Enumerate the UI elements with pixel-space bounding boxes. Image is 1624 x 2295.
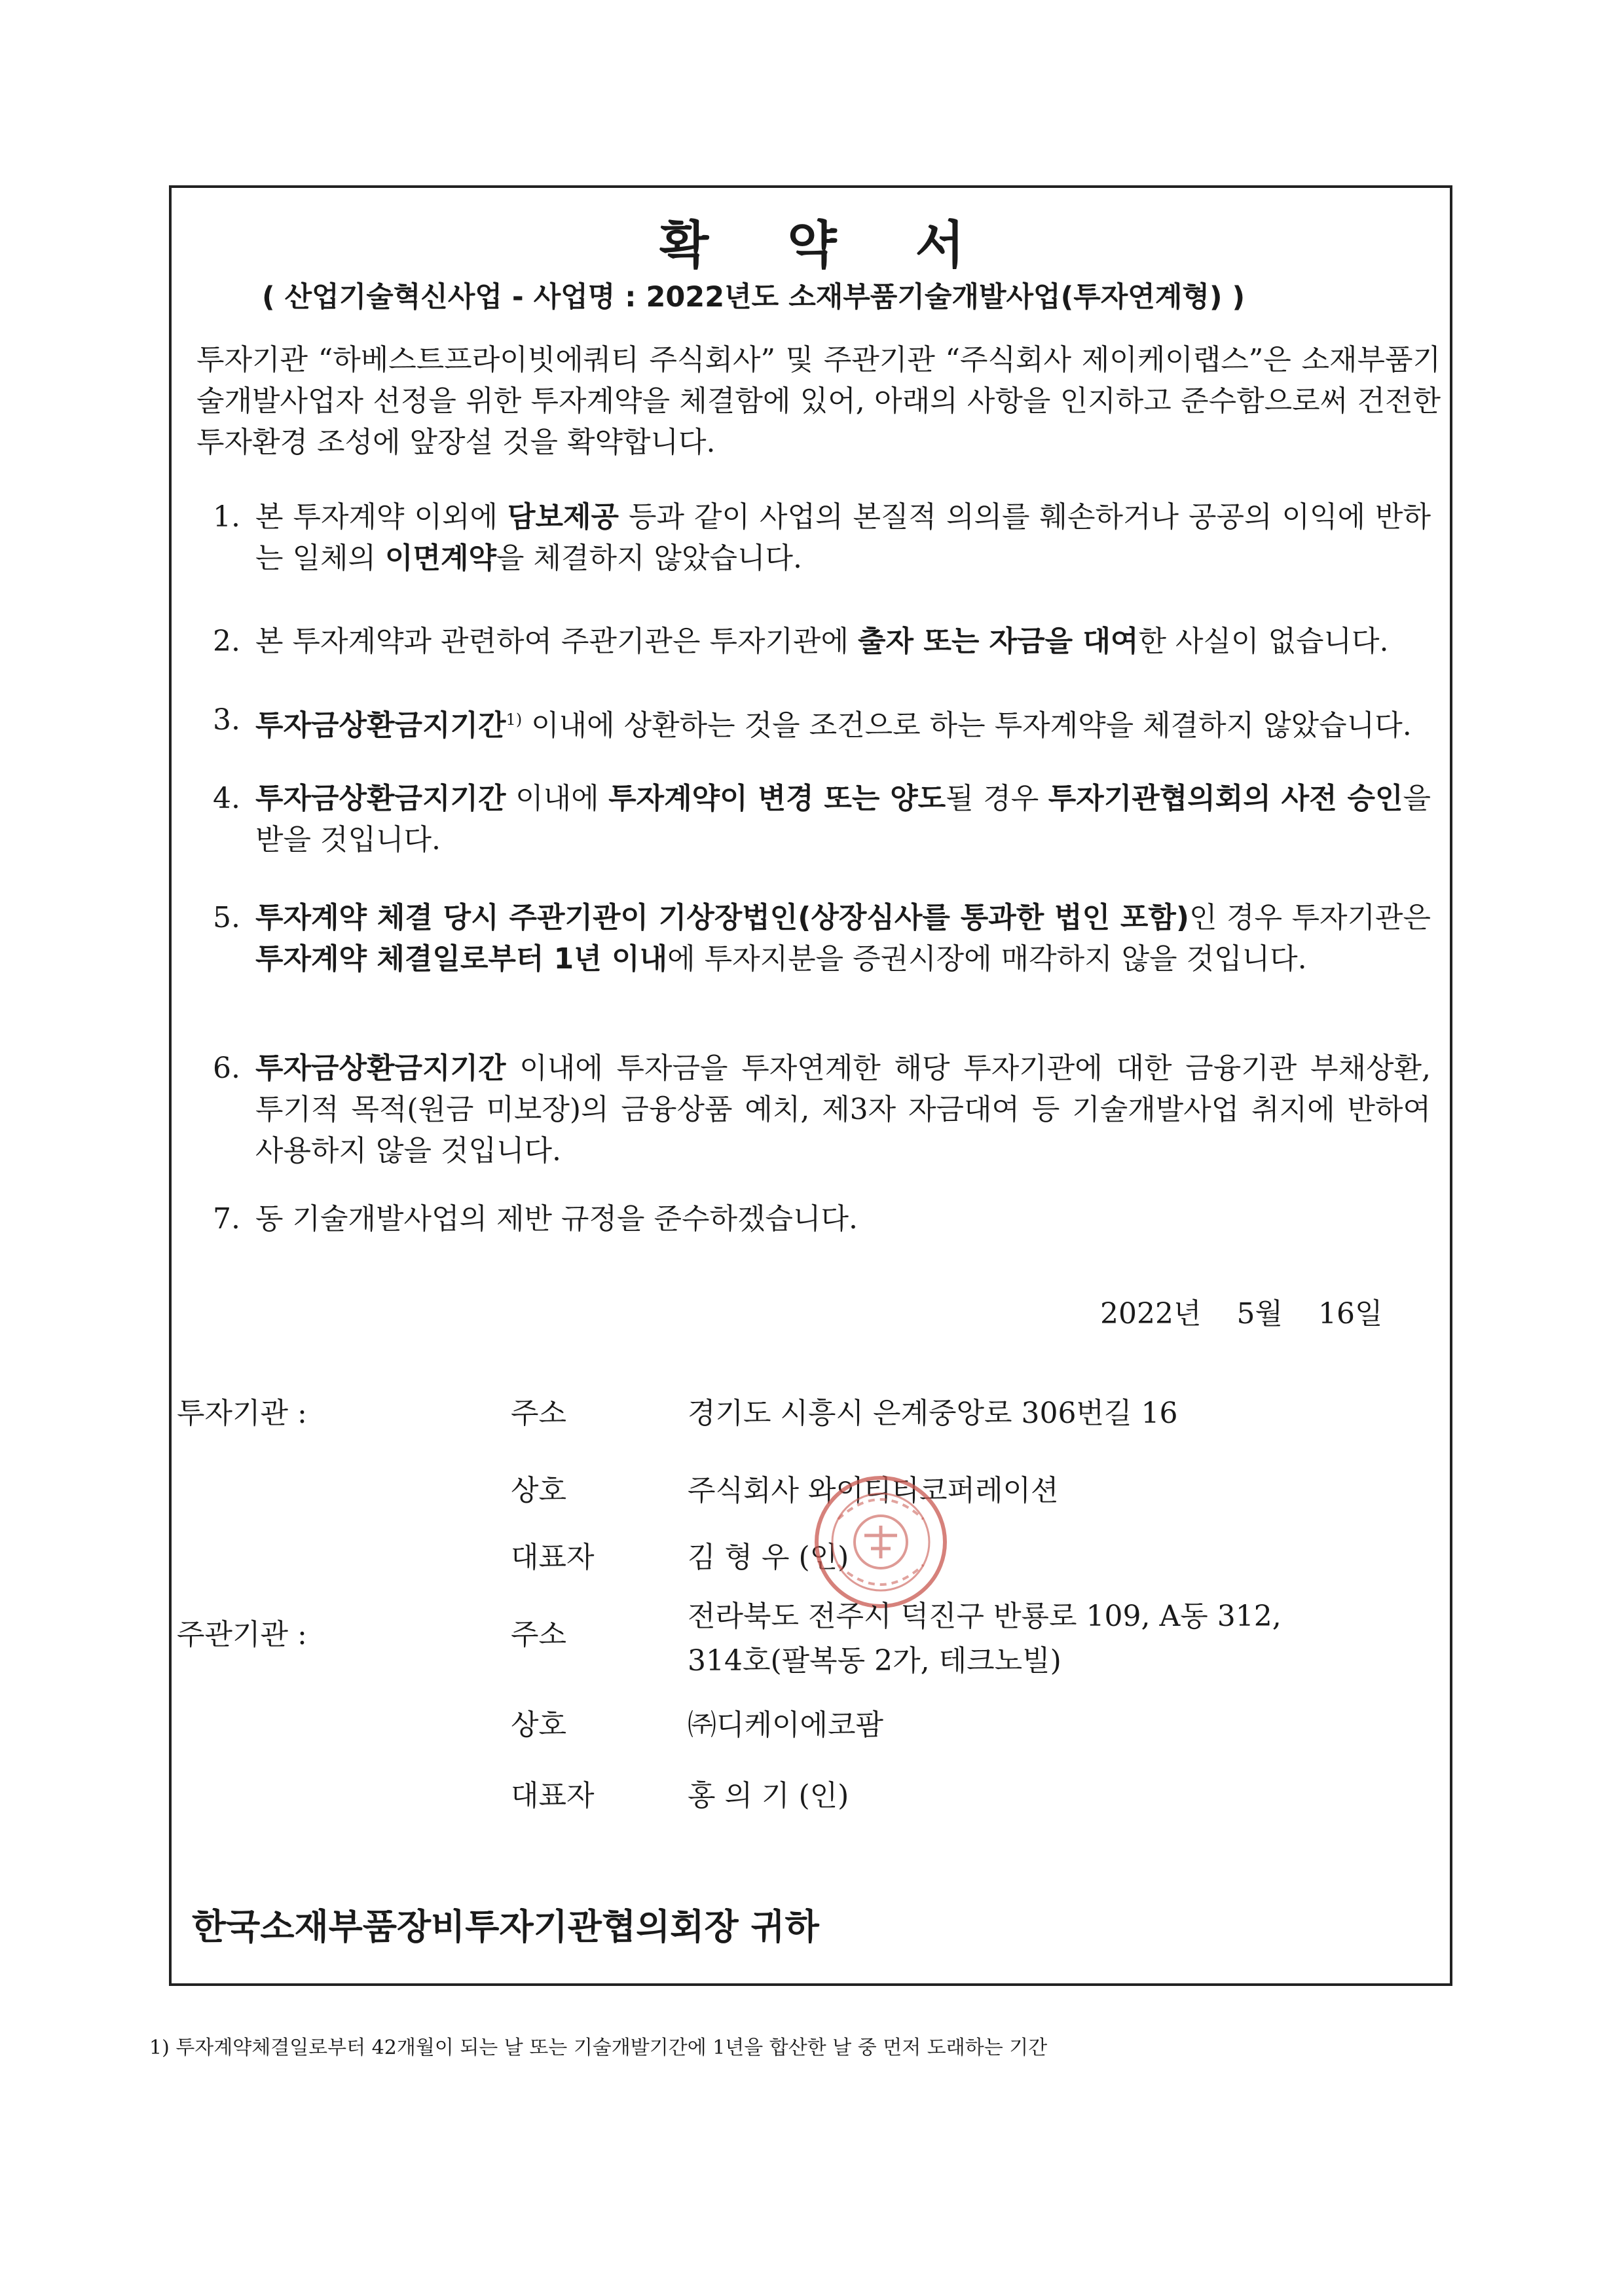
pledge-item-4 [213, 778, 1431, 860]
investor-rep: 김 형 우 (인) [688, 1541, 849, 1574]
investor-company: 주식회사 와이티티코퍼레이션 [688, 1474, 1059, 1507]
item-number: 3. [213, 703, 240, 737]
host-label: 주관기관 : [177, 1618, 307, 1651]
item-text: 동 기술개발사업의 제반 규정을 준수하겠습니다. [255, 1202, 858, 1236]
investor-address: 경기도 시흥시 은계중앙로 306번길 16 [688, 1397, 1178, 1430]
title-char: 약 [787, 216, 837, 275]
recipient-line: 한국소재부품장비투자기관협의회장 귀하 [192, 1906, 819, 1947]
item-text: 투자금상환금지기간$^{1)}$ 이내에 상환하는 것을 조건으로 하는 투자계약을 체결하지 않았습니다. [255, 708, 1412, 743]
document-subtitle: ( 산업기술혁신사업 - 사업명 : 2022년도 소재부품기술개발사업(투자연계형) ) [262, 281, 1246, 314]
item-number: 5. [213, 901, 240, 934]
investor-label: 투자기관 : [177, 1397, 307, 1430]
item-number: 2. [213, 625, 240, 658]
item-number: 7. [213, 1202, 240, 1236]
item-text: 투자금상환금지기간 이내에 투자계약이 변경 또는 양도될 경우 투자기관협의회의 사전 승인을 받을 것입니다. [255, 782, 1431, 856]
title-char: 서 [915, 216, 965, 275]
pledge-item-1 [213, 496, 1431, 579]
item-text: 투자금상환금지기간 이내에 투자금을 투자연계한 해당 투자기관에 대한 금융기관 부채상환, 투기적 목적(원금 미보장)의 금융상품 예치, 제3자 자금대여 등 기술개발사업 취지에 반하여 사용하지 않을 것입니다. [255, 1052, 1431, 1167]
pledge-item-6 [213, 1048, 1431, 1171]
title-char: 확 [659, 216, 709, 275]
company-seal-stamp [812, 1473, 950, 1611]
item-text: 본 투자계약과 관련하여 주관기관은 투자기관에 출자 또는 자금을 대여한 사실이 없습니다. [255, 625, 1389, 658]
host-address-line1: 전라북도 전주시 덕진구 반룡로 109, A동 312, [688, 1600, 1282, 1633]
document-title [0, 204, 1624, 278]
pledge-item-2 [213, 621, 1431, 662]
host-rep: 홍 의 기 (인) [688, 1779, 849, 1812]
footnote-marker: 1) [506, 710, 523, 729]
investor-address-label: 주소 [511, 1397, 567, 1430]
item-number: 6. [213, 1052, 240, 1085]
host-rep-label: 대표자 [511, 1779, 595, 1812]
host-address-label: 주소 [511, 1618, 567, 1651]
pledge-item-7 [213, 1198, 1431, 1239]
investor-rep-label: 대표자 [511, 1541, 595, 1574]
host-address-line2: 314호(팔복동 2가, 테크노빌) [688, 1644, 1061, 1678]
signing-date [1100, 1290, 1382, 1332]
date-day: 16일 [1318, 1297, 1383, 1331]
host-company-label: 상호 [511, 1708, 567, 1742]
item-text: 투자계약 체결 당시 주관기관이 기상장법인(상장심사를 통과한 법인 포함)인 경우 투자기관은 투자계약 체결일로부터 1년 이내에 투자지분을 증권시장에 매각하지 않을 것입니다. [255, 901, 1431, 976]
pledge-item-5 [213, 897, 1431, 980]
item-number: 4. [213, 782, 240, 815]
date-month: 5월 [1236, 1297, 1283, 1331]
investor-company-label: 상호 [511, 1474, 567, 1507]
host-company: ㈜디케이에코팜 [688, 1708, 884, 1742]
date-year: 2022년 [1100, 1297, 1202, 1331]
pledge-item-3 [213, 699, 1431, 746]
item-text: 본 투자계약 이외에 담보제공 등과 같이 사업의 본질적 의의를 훼손하거나 공공의 이익에 반하는 일체의 이면계약을 체결하지 않았습니다. [255, 500, 1431, 575]
intro-paragraph: 투자기관 “하베스트프라이빗에쿼티 주식회사” 및 주관기관 “주식회사 제이케이랩스”은 소재부품기술개발사업자 선정을 위한 투자계약을 체결함에 있어, 아래의 사항을 인지하고 준수함으로써 건전한 투자환경 조성에 앞장설 것을 확약합니다. [196, 343, 1441, 459]
footnote: 1) 투자계약체결일로부터 42개월이 되는 날 또는 기술개발기간에 1년을 합산한 날 중 먼저 도래하는 기간 [149, 2036, 1048, 2059]
item-number: 1. [213, 500, 240, 534]
